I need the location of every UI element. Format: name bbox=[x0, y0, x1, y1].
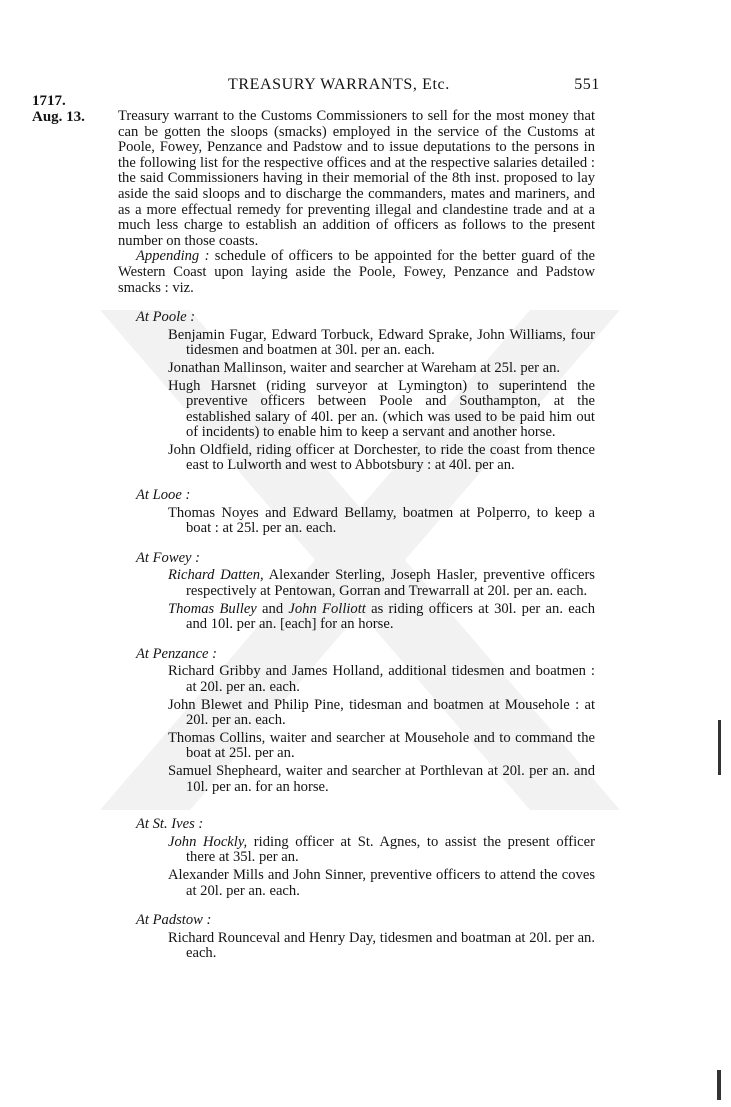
body-text bbox=[118, 109, 595, 962]
entry-text: Jonathan Mallinson, waiter and searcher at Wareham at 25l. per an. bbox=[168, 359, 561, 376]
margin-year: 1717. bbox=[32, 93, 66, 109]
entry-text: Benjamin Fugar, Edward Torbuck, Edward Sprake, John Williams, four tidesmen and boatmen at 30l. per an. each. bbox=[168, 326, 595, 359]
entry-rest: riding officer at St. Agnes, to assist the present officer there at 35l. per an. bbox=[186, 833, 595, 866]
margin-date bbox=[32, 93, 85, 125]
entry-conjunction: and bbox=[256, 600, 289, 617]
section-heading: At Fowey : bbox=[136, 549, 201, 566]
entry-text: Thomas Noyes and Edward Bellamy, boatmen at Polperro, to keep a boat : at 25l. per an. each. bbox=[168, 504, 595, 537]
section-penzance bbox=[136, 647, 595, 795]
margin-day: Aug. 13. bbox=[32, 109, 85, 125]
list-entry bbox=[168, 443, 595, 474]
entry-text bbox=[168, 600, 595, 633]
list-entry bbox=[168, 931, 595, 962]
section-poole bbox=[136, 310, 595, 474]
section-fowey bbox=[136, 551, 595, 633]
list-entry bbox=[168, 868, 595, 899]
list-entry bbox=[168, 379, 595, 441]
list-entry bbox=[168, 664, 595, 695]
intro-paragraph: Treasury warrant to the Customs Commissioners to sell for the most money that can be gotten the sloops (smacks) employed in the service of the Customs at Poole, Fowey, Penzance and Padstow and to issue deputations to the persons in the following list for the respective offices and at the respective salaries detailed : the said Commissioners having in their memorial of the 8th inst. proposed to lay aside the said sloops and to discharge the commanders, mates and mariners, and as a more effectual remedy for preventing illegal and clandestine trade and at a much less charge to establish an addition of officers as follows to the present number on those coasts. bbox=[118, 108, 595, 249]
entry-name: John Hockly, bbox=[168, 833, 248, 850]
entry-text: Thomas Collins, waiter and searcher at Mousehole and to command the boat at 25l. per an. bbox=[168, 729, 595, 762]
entry-text: John Blewet and Philip Pine, tidesman and boatmen at Mousehole : at 20l. per an. each. bbox=[168, 696, 595, 729]
list-entry bbox=[168, 835, 595, 866]
section-st-ives bbox=[136, 817, 595, 899]
entry-text: Alexander Mills and John Sinner, preventive officers to attend the coves at 20l. per an. each. bbox=[168, 866, 595, 899]
appending-label: Appending : bbox=[136, 248, 210, 265]
list-entry bbox=[168, 602, 595, 633]
entry-name: John Folliott bbox=[288, 600, 366, 617]
entry-text: Richard Rounceval and Henry Day, tidesmen and boatman at 20l. per an. each. bbox=[168, 929, 595, 962]
section-heading: At Looe : bbox=[136, 487, 191, 504]
section-heading: At Padstow : bbox=[136, 912, 212, 929]
appending-text: schedule of officers to be appointed for the better guard of the Western Coast upon laying aside the Poole, Fowey, Penzance and Padstow smacks : viz. bbox=[118, 248, 595, 296]
entry-name: Thomas Bulley bbox=[168, 600, 257, 617]
list-entry bbox=[168, 361, 595, 377]
section-looe bbox=[136, 488, 595, 537]
section-heading: At Poole : bbox=[136, 309, 196, 326]
section-heading: At Penzance : bbox=[136, 645, 218, 662]
scan-edge-mark bbox=[718, 720, 721, 775]
entry-text: John Oldfield, riding officer at Dorchester, to ride the coast from thence east to Lulworth and west to Abbotsbury : at 40l. per an. bbox=[168, 441, 595, 474]
entry-text: Richard Gribby and James Holland, additional tidesmen and boatmen : at 20l. per an. each. bbox=[168, 663, 595, 695]
entry-text bbox=[168, 567, 595, 600]
header-title: TREASURY WARRANTS, Etc. bbox=[228, 76, 450, 93]
list-entry bbox=[168, 328, 595, 359]
entry-text bbox=[168, 833, 595, 866]
entry-rest: Alexander Sterling, Joseph Hasler, preventive officers respectively at Pentowan, Gorran and Trewarrall at 20l. per an. each. bbox=[186, 567, 595, 600]
entry-name: Richard Datten, bbox=[168, 567, 264, 584]
entry-rest: as riding officers at 30l. per an. each and 10l. per an. [each] for an horse. bbox=[186, 600, 595, 633]
appending-paragraph bbox=[118, 249, 595, 296]
section-padstow bbox=[136, 913, 595, 962]
list-entry bbox=[168, 568, 595, 599]
section-heading: At St. Ives : bbox=[136, 816, 204, 833]
list-entry bbox=[168, 506, 595, 537]
list-entry bbox=[168, 731, 595, 762]
page-number: 551 bbox=[574, 76, 600, 93]
scan-edge-mark bbox=[717, 1070, 721, 1100]
list-entry bbox=[168, 764, 595, 795]
entry-text: Samuel Shepheard, waiter and searcher at Porthlevan at 20l. per an. and 10l. per an. for an horse. bbox=[168, 762, 595, 795]
list-entry bbox=[168, 698, 595, 729]
entry-text: Hugh Harsnet (riding surveyor at Lymington) to superintend the preventive officers between Poole and Southampton, at the established salary of 40l. per an. (which was used to be paid him out of incidents) to enable him to keep a servant and another horse. bbox=[168, 377, 595, 441]
